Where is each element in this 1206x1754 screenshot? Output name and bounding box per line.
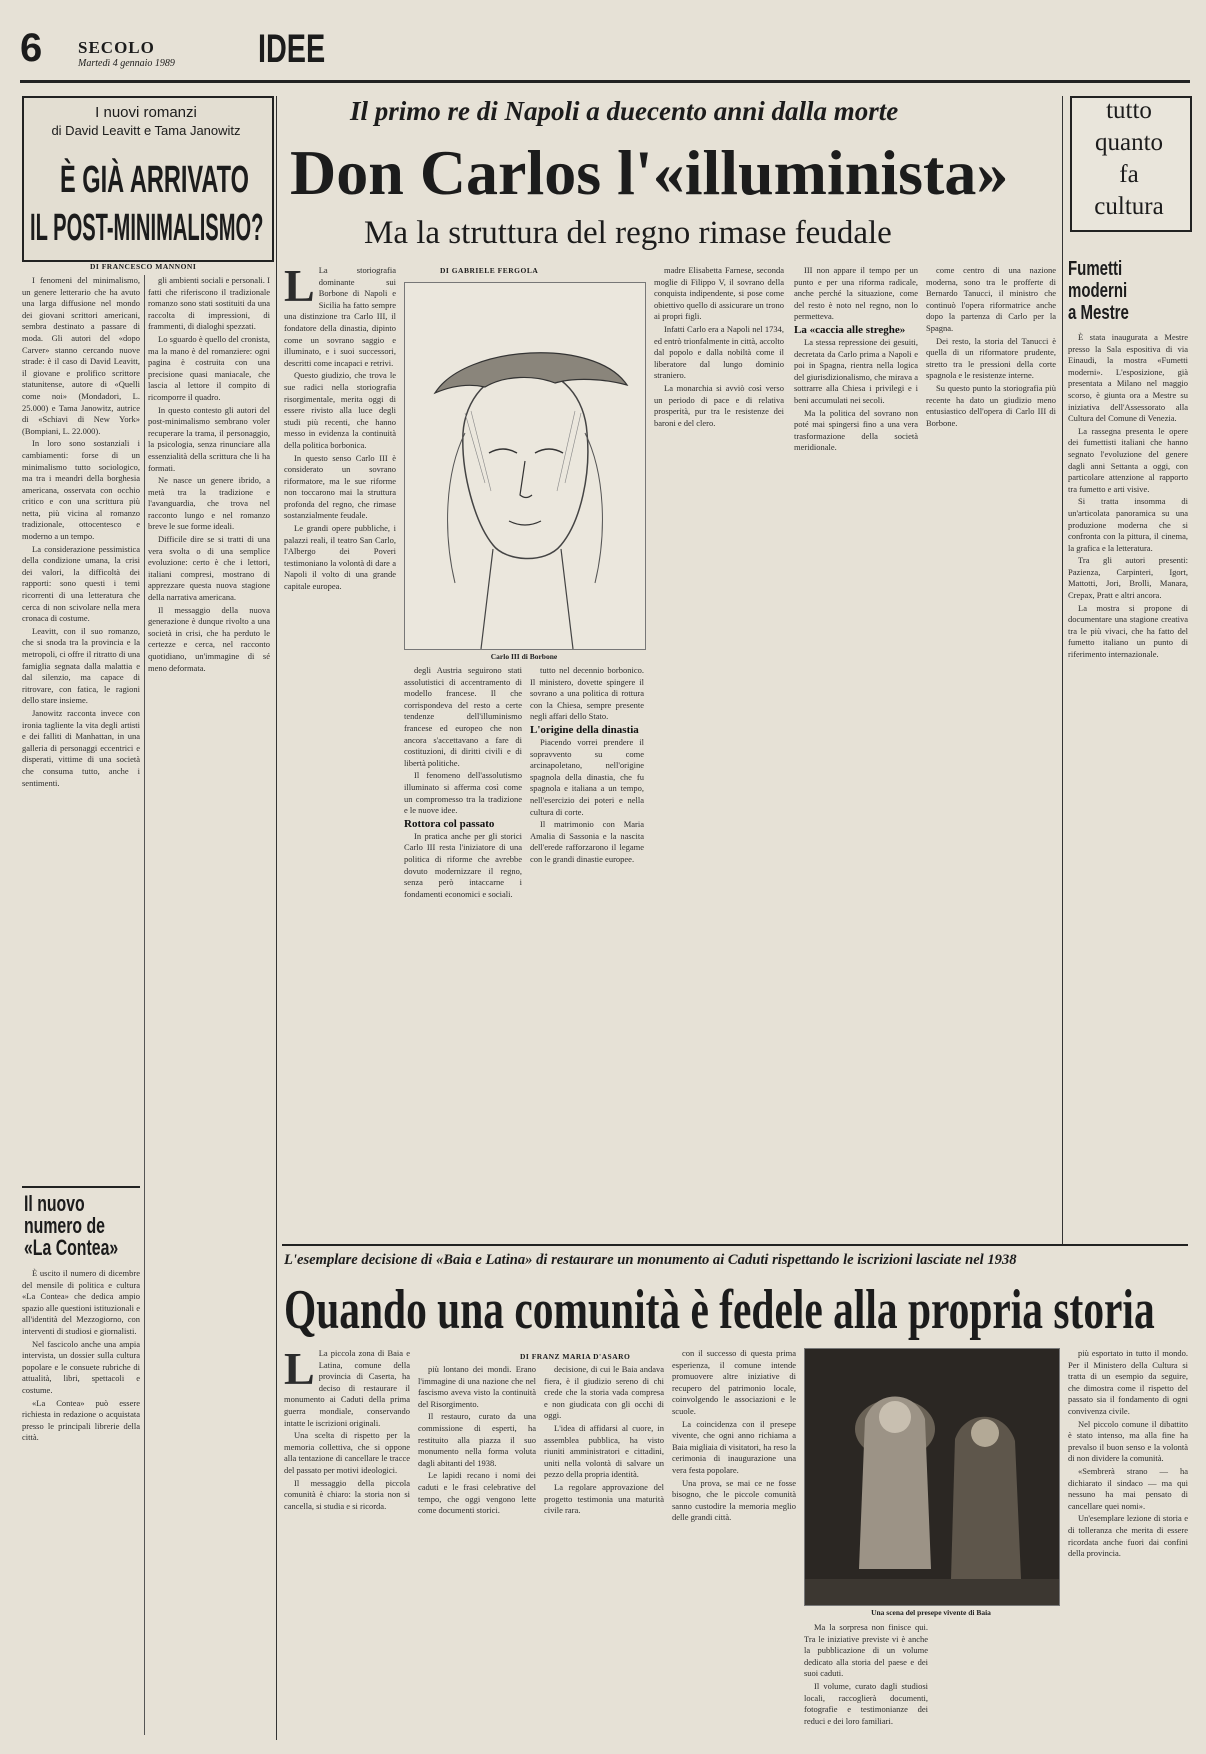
tutto-quanto-line-2: quanto	[1094, 129, 1164, 156]
fumetti-headline-2: moderni	[1068, 280, 1128, 302]
left-feature-kicker-2: di David Leavitt e Tama Janowitz	[51, 123, 241, 138]
second-article-top-rule	[282, 1244, 1188, 1246]
left-feature-headline-1: È GIÀ ARRIVATO	[60, 159, 249, 201]
presepe-caption: Una scena del presepe vivente di Baia	[871, 1608, 991, 1617]
second-column-3: decisione, di cui le Baia andava fiera, è il giudizio sereno di chi crede che la storia vada compresa e non giudicata con gli occhi di oggi. L'idea di affidarsi al cuore, in assemblea pubblica, ha visto riuniti amministratori e cittadini, uniti nella volontà di salvare un pezzo della propria identità. La regolare approvazione del progetto testimonia una maturità civile rara.	[544, 1364, 664, 1516]
main-byline: DI GABRIELE FERGOLA	[440, 266, 539, 275]
left-col-divider	[144, 275, 145, 1735]
tutto-quanto-line-3: fa	[1119, 161, 1139, 188]
contea-headline-2: numero de	[24, 1213, 105, 1238]
portrait-photo	[404, 282, 646, 650]
section-title: IDEE	[258, 27, 326, 71]
second-byline: DI FRANZ MARIA D'ASARO	[520, 1352, 631, 1361]
contea-headline-3: «La Contea»	[24, 1235, 119, 1260]
newspaper-name: SECOLO	[78, 38, 155, 57]
main-headline: Don Carlos l'«illuminista»	[290, 137, 1009, 208]
second-column-5: Ma la sorpresa non finisce qui. Tra le iniziative previste vi è anche la pubblicazione di un volume dedicato alla storia del paese e dei suoi caduti. Il volume, curato dagli studiosi locali, raccoglierà documenti, fotografie e testimonianze dei reduci e dei loro familiari.	[804, 1622, 928, 1726]
second-column-6: più esportato in tutto il mondo. Per il Ministero della Cultura si tratta di un esempio da seguire, che dimostra come il rispetto del passato sia il fondamento di ogni convivenza civile. Nel piccolo comune il dibattito è stato intenso, ma alla fine ha prevalso il buon senso e la volontà di non dividere la comunità. «Sembrerà strano — ha dichiarato il sindaco — ma qui nessuno ha mai pensato di cancellare quei nomi». Un'esemplare lezione di storia e di tolleranza che merita di essere ricordata anche fuori dai confini della provincia.	[1068, 1348, 1188, 1559]
presepe-scene	[805, 1349, 1059, 1605]
header-rule	[20, 80, 1190, 83]
second-column-4: con il successo di questa prima esperienza, il comune intende promuovere altre iniziative di recupero del patrimonio locale, coinvolgendo le associazioni e le scuole. La coincidenza con il presepe vivente, che ogni anno richiama a Baia migliaia di visitatori, ha reso la cerimonia di inaugurazione una vera festa popolare. Una prova, se mai ce ne fosse bisogno, che le piccole comunità sanno custodire la memoria meglio delle grandi città.	[672, 1348, 796, 1523]
left-feature-byline: DI FRANCESCO MANNONI	[90, 262, 197, 271]
left-feature-kicker-1: I nuovi romanzi	[95, 104, 197, 121]
main-column-2: degli Austria seguirono stati assolutistici di accentramento di modello francese. Il che corrispondeva del resto a certe tendenze dell'illuminismo francese ed europeo che non ancora s'accettavano a fare di costituzioni, di diritti civili e di libertà politiche. Il fenomeno dell'assolutismo illuminato si afferma così come un compromesso tra la tradizione e le nuove idee. Rottora col passato In pratica anche per gli storici Carlo III resta l'iniziatore di una politica di riforme che avrebbe dovuto modernizzare il regno, senza però intaccarne i fondamenti economici e sociali.	[404, 665, 522, 899]
left-feature-column-2: gli ambienti sociali e personali. I fatti che riferiscono il tradizionale romanzo sono stati sostituiti da una raccolta di impressioni, di frammenti, di dialoghi spezzati. Lo sguardo è quello del cronista, ma la mano è del romanziere: ogni pagina è costruita con una precisione quasi maniacale, che lascia al lettore il compito di ricomporre il quadro. In questo contesto gli autori del post-minimalismo sembrano voler recuperare la trama, il personaggio, la psicologia, senza rinunciare alla essenzialità della scrittura che li ha formati. Ne nasce un genere ibrido, a metà tra la tradizione e l'avanguardia, che trova nel racconto lungo e nel romanzo breve le sue forme ideali. Difficile dire se si tratti di una vera svolta o di una semplice evoluzione: certo è che i lettori, italiani compresi, mostrano di apprezzare questa nuova stagione della narrativa americana. Il messaggio della nuova generazione è dunque rivolto a una società in crisi, che ha perduto le certezze e cerca, nel racconto quotidiano, un'immagine di sé meno deformata.	[148, 275, 270, 673]
right-sidebar-left-rule	[1062, 96, 1063, 1244]
page-number: 6	[20, 26, 43, 70]
portrait-illustration	[405, 283, 645, 649]
fumetti-headline-1: Fumetti	[1068, 258, 1123, 280]
left-feature-headline-2: IL POST-MINIMALISMO?	[30, 207, 264, 249]
tutto-quanto-line-1: tutto	[1106, 97, 1152, 124]
contea-box-top-rule	[22, 1186, 140, 1188]
second-headline: Quando una comunità è fedele alla propria storia	[284, 1279, 1155, 1341]
fumetti-text: È stata inaugurata a Mestre presso la Sala espositiva di via Einaudi, la mostra «Fumetti moderni». L'esposizione, già presentata a Milano nel maggio scorso, è giunta ora a Mestre su iniziativa dell'Assessorato alla Cultura del Comune di Venezia. La rassegna presenta le opere dei fumettisti italiani che hanno segnato l'evoluzione del genere dagli anni Settanta a oggi, con particolare attenzione al rapporto tra fumetto e arti visive. Si tratta insomma di un'articolata panoramica su una produzione moderna che si confronta con la pittura, il cinema, la grafica e la letteratura. Tra gli autori presenti: Pazienza, Carpinteri, Igort, Mattotti, Jori, Brolli, Manara, Crepax, Pratt e altri ancora. La mostra si propone di documentare una stagione creativa tra le più vivaci, che ha fatto del fumetto italiano un punto di riferimento internazionale.	[1068, 332, 1188, 660]
main-column-4: madre Elisabetta Farnese, seconda moglie di Filippo V, il sovrano della conquista indipendente, si pose come obiettivo quello di assicurare un trono ai propri figli. Infatti Carlo era a Napoli nel 1734, ed entrò trionfalmente in città, accolto dal popolo e dalla nobiltà come il liberatore dal lungo dominio straniero. La monarchia si avviò così verso un periodo di pace e di relativa prosperità, pur tra le resistenze dei baroni e del clero.	[654, 265, 784, 428]
main-column-1: L La storiografia dominante sui Borbone di Napoli e Sicilia ha fatto sempre una distinzione tra Carlo III, il fondatore della dinastia, dipinto come un sovrano saggio e illuminato, e i suoi successori, descritti come incapaci e retrivi. Questo giudizio, che trova le sue radici nella storiografia risorgimentale, merita oggi di essere rivisto alla luce degli studi più recenti, che hanno messo in evidenza la continuità della politica borbonica. In questo senso Carlo III è considerato un sovrano riformatore, ma le sue riforme non toccarono mai la struttura profonda del regno, che rimase sostanzialmente feudale. Le grandi opere pubbliche, i palazzi reali, il teatro San Carlo, l'Albergo dei Poveri testimoniano la volontà di dare a Napoli il volto di una grande capitale europea.	[284, 265, 396, 592]
second-column-1: L La piccola zona di Baia e Latina, comune della provincia di Caserta, ha deciso di restaurare il monumento ai Caduti della prima guerra mondiale, conservando intatte le iscrizioni originali. Una scelta di rispetto per la memoria collettiva, che si oppone alla tentazione di cancellare le tracce del passato per motivi ideologici. Il messaggio della piccola comunità è chiaro: la storia non si cancella, si studia e si ricorda.	[284, 1348, 410, 1511]
left-sidebar-right-rule	[276, 96, 277, 1740]
main-column-6: come centro di una nazione moderna, sono tra le profferte di Bernardo Tanucci, il ministro che continuò l'opera riformatrice anche dopo la partenza di Carlo per la Spagna. Dei resto, la storia del Tanucci è quella di un riformatore prudente, stretto tra le pressioni della corte spagnola e le resistenze interne. Su questo punto la storiografia più recente ha dato un giudizio meno entusiastico dell'opera di Carlo III di Borbone.	[926, 265, 1056, 428]
main-subhead: Ma la struttura del regno rimase feudale	[364, 215, 892, 251]
presepe-photo	[804, 1348, 1060, 1606]
main-kicker: Il primo re di Napoli a duecento anni dalla morte	[350, 96, 899, 126]
main-column-5: III non appare il tempo per un punto e per una riforma radicale, anche perché la situazione, come del resto è noto nel regno, non lo permetteva. La «caccia alle streghe» La stessa repressione dei gesuiti, decretata da Carlo prima a Napoli e poi in Spagna, rientra nella logica del giurisdizionalismo, che mirava a sottrarre alla Chiesa i privilegi e i beni accumulati nei secoli. Ma la politica del sovrano non poté mai spingersi fino a una vera trasformazione della società meridionale.	[794, 265, 918, 453]
second-column-2: più lontano dei mondi. Erano l'immagine di una nazione che nel fascismo aveva visto la continuità del Risorgimento. Il restauro, curato da una commissione di esperti, ha restituito alla piazza il suo monumento nella forma voluta dagli abitanti del 1938. Le lapidi recano i nomi dei caduti e le frasi celebrative del tempo, che oggi vengono lette come documenti storici.	[418, 1364, 536, 1516]
portrait-caption: Carlo III di Borbone	[490, 652, 558, 661]
contea-headline-1: Il nuovo	[24, 1191, 85, 1216]
second-kicker: L'esemplare decisione di «Baia e Latina» di restaurare un monumento ai Caduti rispettando le iscrizioni lasciate nel 1938	[284, 1252, 1017, 1268]
contea-text: È uscito il numero di dicembre del mensile di politica e cultura «La Contea» che dedica ampio spazio alle questioni istituzionali e all'identità del Mezzogiorno, con interventi di studiosi e giornalisti. Nel fascicolo anche una ampia intervista, un dossier sulla cultura popolare e le consuete rubriche di attualità, libri, spettacoli e costume. «La Contea» può essere richiesta in redazione o acquistata presso le principali librerie della città.	[22, 1268, 140, 1443]
issue-date: Martedì 4 gennaio 1989	[78, 58, 175, 69]
tutto-quanto-line-4: cultura	[1094, 193, 1164, 220]
fumetti-headline-3: a Mestre	[1068, 302, 1129, 324]
main-column-3: tutto nel decennio borbonico. Il ministero, dovette spingere il sovrano a una politica di rottura con la Chiesa, sempre presente negli affari dello Stato. L'origine della dinastia Piacendo vorrei prendere il sopravvento su come arcinapoletano, nell'origine spagnola della dinastia, che fu spagnola e italiana a un tempo, nell'esercizio dei poteri e nella cultura di corte. Il matrimonio con Maria Amalia di Sassonia e la nascita dell'erede rafforzarono il legame con le grandi dinastie europee.	[530, 665, 644, 864]
left-feature-column-1: I fenomeni del minimalismo, un genere letterario che ha avuto una larga diffusione nel mondo dei giovani scrittori americani, sembra destinato a passare di moda. Gli autori del «dopo Carver» stanno cercando nuove strade: è il caso di David Leavitt, il giovane e prolifico scrittore statunitense, autore di «Quelli come noi» (Mondadori, L. 25.000) e Tama Janowitz, autrice di «Schiavi di New York» (Bompiani, L. 22.000). In loro sono sostanziali i cambiamenti: forse di un minimalismo tutto sociologico, ma tra i meandri della borghesia americana, osservata con occhio critico e con una scrittura più netta, più vicina al romanzo tradizionale, ottocentesco e moderno a un tempo. La considerazione pessimistica della condizione umana, la crisi dei valori, la difficoltà dei rapporti: sono questi i temi ricorrenti di una letteratura che cerca di non scivolare nella mera cronaca di costume. Leavitt, con il suo romanzo, che si snoda tra la provincia e la metropoli, ci offre il ritratto di una famiglia segnata dalla malattia e dal silenzio, ma capace di ritrovare, con fatica, le ragioni dello stare insieme. Janowitz racconta invece con ironia tagliente la vita degli artisti e dei falliti di Manhattan, in una galleria di personaggi eccentrici e disperati, vittime di una società che consuma tutto, anche i sentimenti.	[22, 275, 140, 788]
